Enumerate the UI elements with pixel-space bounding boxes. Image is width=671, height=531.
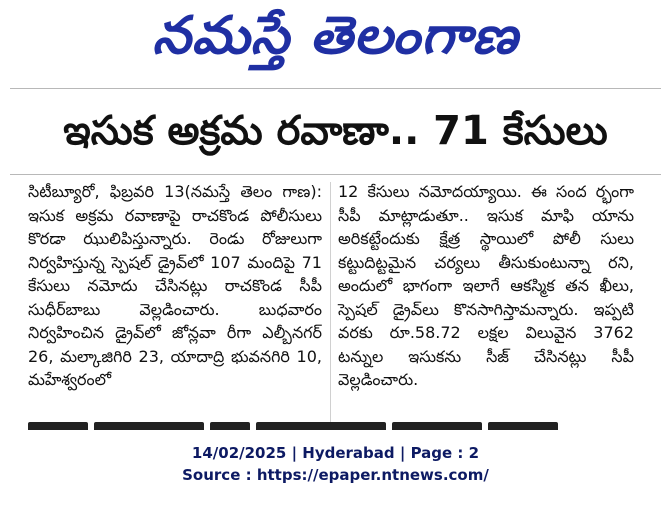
cropped-next-headline [28,420,634,430]
masthead [0,0,671,84]
masthead-divider [10,88,661,89]
article-headline: ఇసుక అక్రమ రవాణా.. 71 కేసులు [63,108,608,154]
headline-divider [10,174,661,175]
source-link[interactable]: Source : https://epaper.ntnews.com/ [182,466,489,484]
edition-info: 14/02/2025 | Hyderabad | Page : 2 [191,444,480,462]
article-column-left: సిటీబ్యూరో, ఫిబ్రవరి 13(నమస్తే తెలం గాణ): ఇసుక అక్రమ రవాణాపై రాచకొండ పోలీసులు కొరడా ఝులిపిస్తున్నారు. రెండు రోజులుగా నిర్వహిస్తున్న స్పెషల్ డ్రైవ్‌లో 107 మందిపై 71 కేసులు నమోదు చేసినట్లు రాచకొండ సీపీ సుధీర్‌బాబు వెల్లడించారు. బుధవారం నిర్వహించిన డ్రైవ్‌లో జోన్లవా రీగా ఎల్బీనగర్ 26, మల్కాజిగిరి 23, యాదాద్రి భువనగిరి 10, మహేశ్వరంలో [28,182,322,389]
newspaper-logo: నమస్తే తెలంగాణ [152,5,519,66]
page-footer [0,436,671,531]
article-column-right: 12 కేసులు నమోదయ్యాయి. ఈ సంద ర్భంగా సీపీ మాట్లాడుతూ.. ఇసుక మాఫి యాను అరికట్టేందుకు క్షేత్ర స్థాయిలో పోలీ సులు కట్టుదిట్టమైన చర్యలు తీసుకుంటున్నా రని, అందులో భాగంగా ఇలాగే ఆకస్మిక తన ఖీలు, స్పెషల్ డ్రైవ్‌లు కొనసాగిస్తామన్నారు. ఇప్పటి వరకు రూ.58.72 లక్షల విలువైన 3762 టన్నుల ఇసుకను సీజ్ చేసినట్లు సీపీ వెల్లడించారు. [338,182,634,389]
column-divider [330,182,331,424]
